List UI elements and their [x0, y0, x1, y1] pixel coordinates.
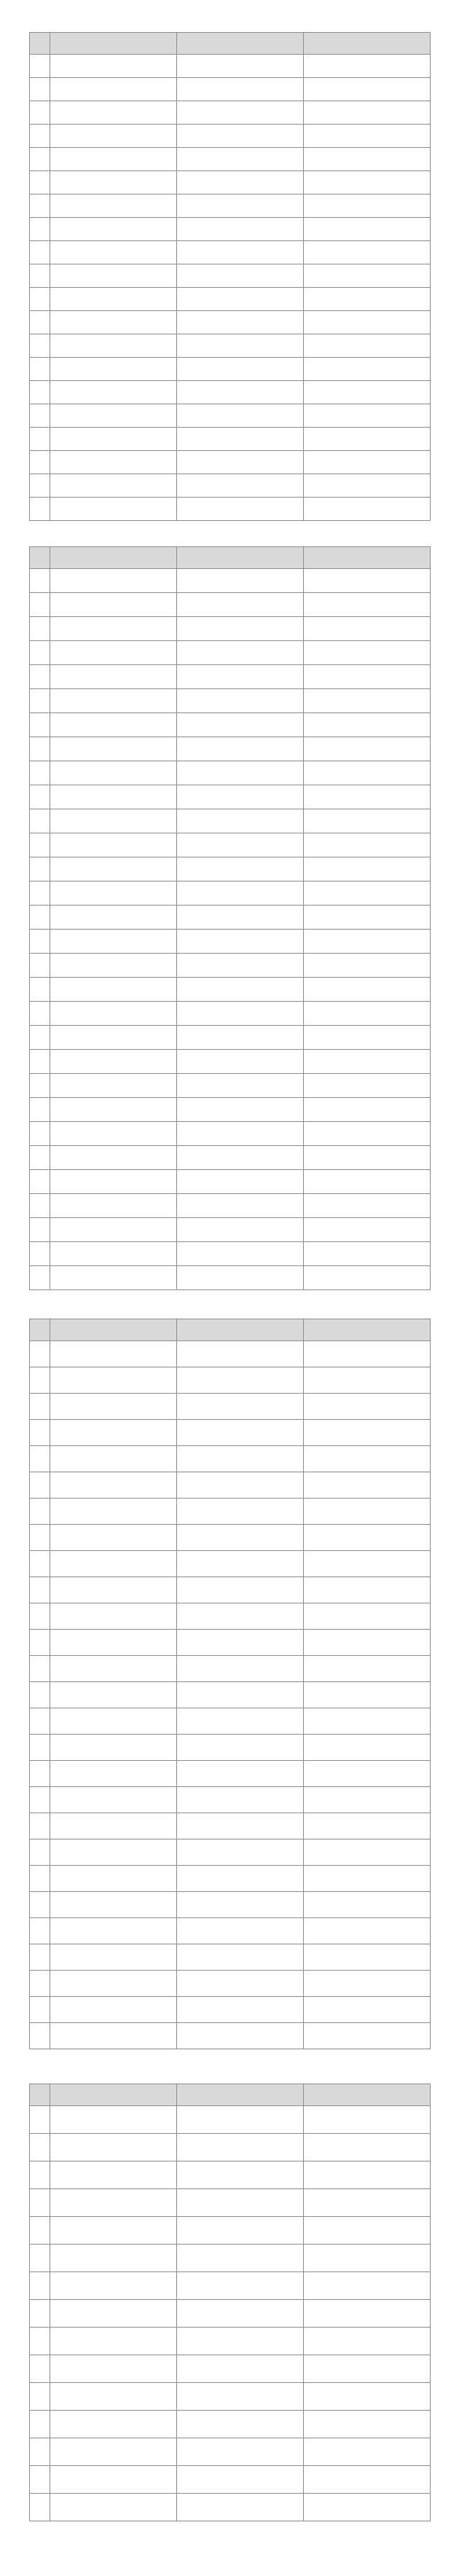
table-row — [30, 381, 431, 404]
table-row — [30, 2328, 431, 2355]
table-row — [30, 1813, 431, 1839]
table-row — [30, 1146, 431, 1170]
table-row — [30, 1122, 431, 1146]
table-row — [30, 1839, 431, 1866]
table-row — [30, 954, 431, 978]
table-row — [30, 1551, 431, 1577]
table-row — [30, 2161, 431, 2189]
table-row — [30, 665, 431, 689]
table-row — [30, 264, 431, 288]
section-2-title — [29, 525, 430, 539]
table-row — [30, 1218, 431, 1242]
section-1-table-body — [30, 55, 431, 521]
table-row — [30, 1682, 431, 1708]
table-row — [30, 978, 431, 1002]
table-row — [30, 2438, 431, 2466]
table-row — [30, 1098, 431, 1122]
table-row — [30, 737, 431, 761]
table-row — [30, 1603, 431, 1630]
table-row — [30, 171, 431, 195]
table-row — [30, 1367, 431, 1394]
table-row — [30, 78, 431, 101]
table-row — [30, 2466, 431, 2494]
table-row — [30, 1525, 431, 1551]
table-row — [30, 498, 431, 521]
table-row — [30, 451, 431, 474]
section-2-table-header — [30, 547, 431, 569]
table-row — [30, 593, 431, 617]
table-row — [30, 2383, 431, 2411]
table-row — [30, 1446, 431, 1472]
table-row — [30, 617, 431, 641]
table-row — [30, 2106, 431, 2134]
table-row — [30, 311, 431, 334]
table-row — [30, 906, 431, 930]
table-row — [30, 101, 431, 125]
table-row — [30, 1944, 431, 1971]
table-row — [30, 1242, 431, 1266]
table-row — [30, 2494, 431, 2521]
table-row — [30, 1394, 431, 1420]
section-4-table-header — [30, 2084, 431, 2106]
table-row — [30, 2300, 431, 2328]
table-row — [30, 881, 431, 906]
section-4-title — [29, 2062, 430, 2076]
table-row — [30, 1170, 431, 1194]
table-row — [30, 1074, 431, 1098]
table-row — [30, 474, 431, 498]
table-row — [30, 1630, 431, 1656]
table-row — [30, 1866, 431, 1892]
table-row — [30, 713, 431, 737]
section-3-title — [29, 1297, 430, 1311]
table-row — [30, 785, 431, 809]
table-row — [30, 1735, 431, 1761]
table-row — [30, 761, 431, 785]
table-row — [30, 2189, 431, 2217]
table-row — [30, 569, 431, 593]
table-row — [30, 2217, 431, 2245]
table-row — [30, 857, 431, 881]
table-row — [30, 148, 431, 171]
table-row — [30, 809, 431, 833]
table-row — [30, 2245, 431, 2272]
section-1 — [29, 10, 430, 521]
table-row — [30, 1971, 431, 1997]
table-row — [30, 2134, 431, 2161]
table-row — [30, 1341, 431, 1367]
table-row — [30, 1472, 431, 1499]
table-row — [30, 1499, 431, 1525]
table-row — [30, 195, 431, 218]
table-row — [30, 125, 431, 148]
table-row — [30, 241, 431, 264]
table-row — [30, 1892, 431, 1918]
table-row — [30, 334, 431, 358]
table-row — [30, 1997, 431, 2023]
section-3 — [29, 1297, 430, 2049]
table-row — [30, 1656, 431, 1682]
table-row — [30, 2355, 431, 2383]
table-row — [30, 641, 431, 665]
section-4 — [29, 2062, 430, 2521]
table-row — [30, 2411, 431, 2438]
table-row — [30, 288, 431, 311]
section-4-table — [29, 2084, 431, 2521]
section-4-table-body — [30, 2106, 431, 2521]
table-row — [30, 1918, 431, 1944]
section-3-table-body — [30, 1341, 431, 2049]
table-row — [30, 1194, 431, 1218]
section-2-table-body — [30, 569, 431, 1290]
table-row — [30, 55, 431, 78]
section-2 — [29, 525, 430, 1290]
table-row — [30, 1002, 431, 1026]
table-row — [30, 1026, 431, 1050]
section-1-table-header — [30, 33, 431, 55]
table-row — [30, 833, 431, 857]
table-row — [30, 1708, 431, 1735]
table-row — [30, 689, 431, 713]
table-row — [30, 1787, 431, 1813]
table-row — [30, 1266, 431, 1290]
table-row — [30, 218, 431, 241]
table-row — [30, 1761, 431, 1787]
section-3-table-header — [30, 1319, 431, 1341]
table-row — [30, 2023, 431, 2049]
table-row — [30, 1577, 431, 1603]
table-row — [30, 404, 431, 428]
table-row — [30, 1420, 431, 1446]
table-row — [30, 930, 431, 954]
table-row — [30, 428, 431, 451]
section-3-table — [29, 1319, 431, 2049]
section-1-table — [29, 32, 431, 521]
section-1-title — [29, 10, 430, 25]
section-2-table — [29, 546, 431, 1290]
table-row — [30, 358, 431, 381]
table-row — [30, 1050, 431, 1074]
table-row — [30, 2272, 431, 2300]
